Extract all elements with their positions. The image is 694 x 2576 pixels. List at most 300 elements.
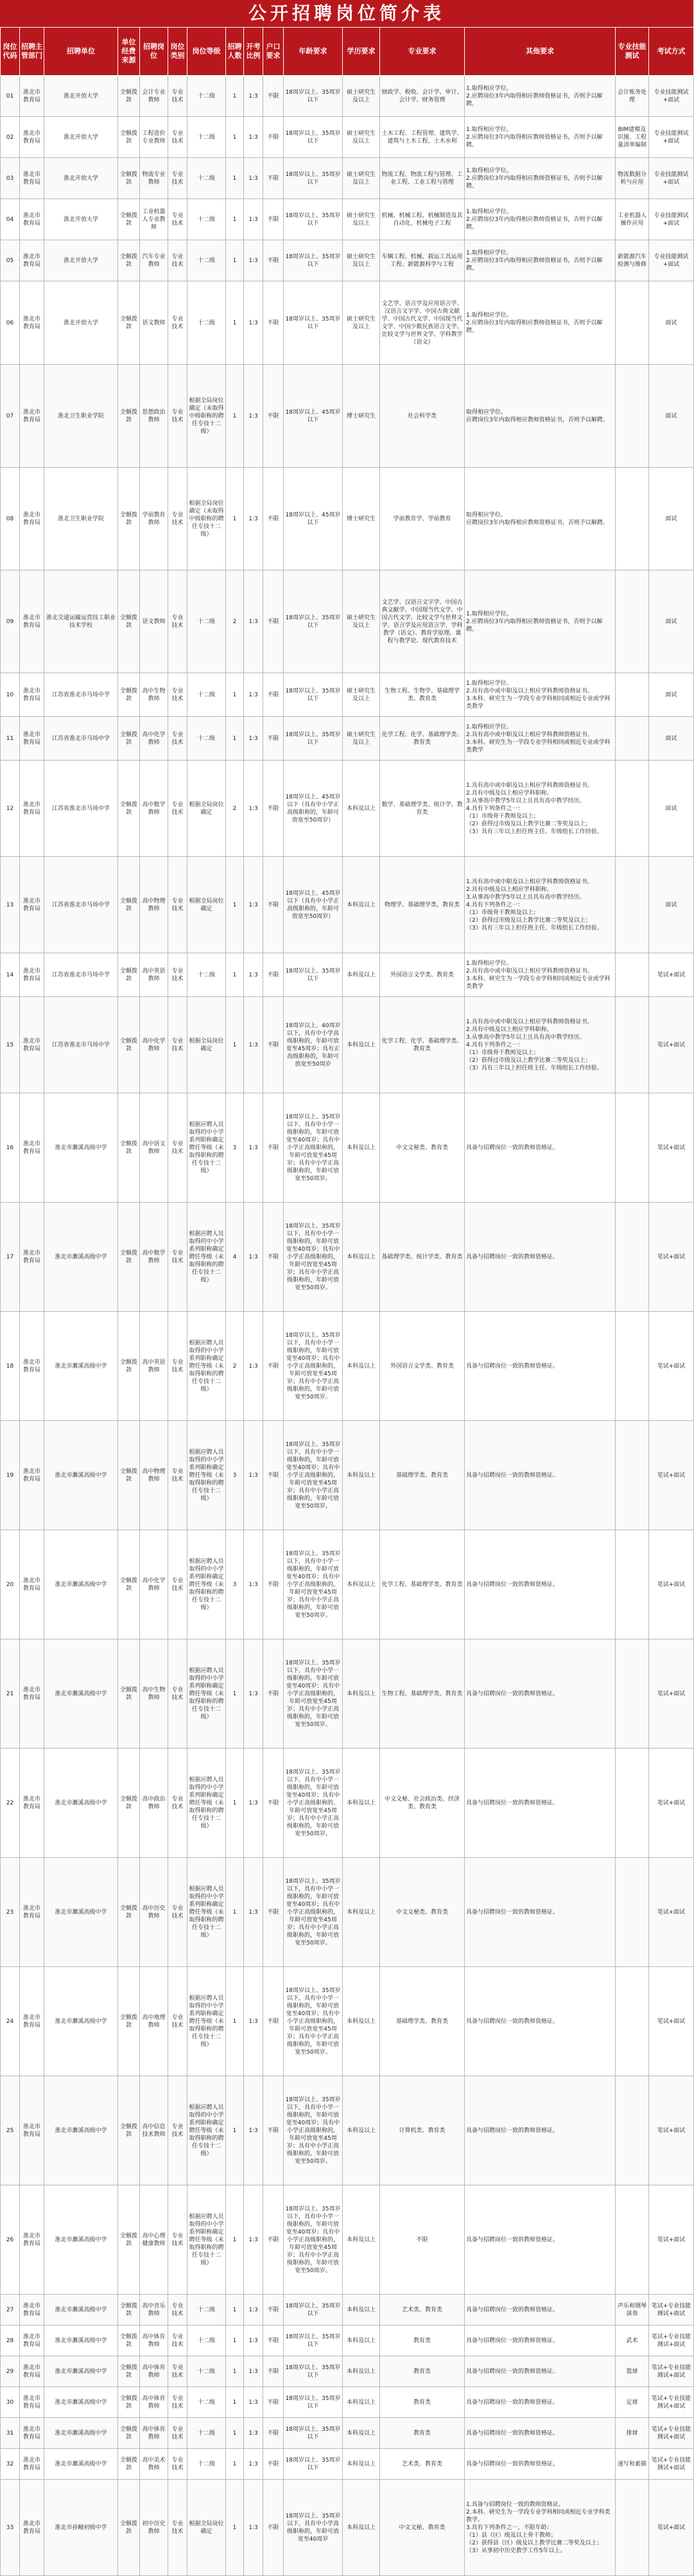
cell-code: 06	[1, 281, 20, 365]
cell-num: 1	[226, 1967, 244, 2076]
cell-code: 33	[1, 2480, 20, 2576]
cell-level: 十二级	[187, 2295, 226, 2325]
cell-exam: 专业技能测试+面试	[649, 199, 694, 240]
table-row	[1, 997, 694, 1093]
cell-dept: 淮北市教育局	[20, 1967, 44, 2076]
cell-code: 25	[1, 2076, 20, 2185]
cell-age: 18周岁以上、35周岁以下，具有中小学一级职称的，年龄可放宽至40周岁；具有中小学正高级职称的，年龄可放宽至45周岁；具有中小学正高级职称的，年龄可放宽至50周岁。	[284, 1093, 343, 1203]
table-row	[1, 1312, 694, 1421]
cell-exam: 笔试+面试	[649, 1749, 694, 1858]
cell-age: 18周岁以上、35周岁以下，具有中小学一级职称的，年龄可放宽至40周岁；具有中小学正高级职称的，年龄可放宽至45周岁；具有中小学正高级职称的，年龄可放宽至50周岁。	[284, 2185, 343, 2295]
cell-num: 1	[226, 2295, 244, 2325]
cell-hukou: 不限	[263, 2449, 284, 2480]
cell-post: 工业机器人专业教师	[140, 199, 168, 240]
cell-ratio: 1:3	[244, 2185, 263, 2295]
cell-ratio: 1:3	[244, 570, 263, 673]
cell-cat: 专业技术	[168, 281, 187, 365]
cell-major: 机械、机械工程、机械制造及其自动化、机械电子工程	[380, 199, 465, 240]
cell-fund: 全额拨款	[118, 1312, 140, 1421]
column-header: 单位经费来源	[118, 28, 140, 76]
cell-cat: 专业技术	[168, 2449, 187, 2480]
cell-skill	[616, 1858, 649, 1967]
cell-edu: 硕士研究生及以上	[343, 158, 380, 199]
cell-dept: 淮北市教育局	[20, 2418, 44, 2449]
cell-age: 18周岁以上、35周岁以下	[284, 570, 343, 673]
cell-unit: 淮北卫生职业学院	[44, 365, 118, 468]
cell-hukou: 不限	[263, 857, 284, 953]
cell-exam: 笔试+面试	[649, 1093, 694, 1203]
cell-fund: 全额拨款	[118, 1749, 140, 1858]
cell-edu: 硕士研究生及以上	[343, 240, 380, 281]
cell-ratio: 1:3	[244, 1967, 263, 2076]
cell-num: 1	[226, 2325, 244, 2356]
cell-unit: 江苏省淮北市马场中学	[44, 761, 118, 857]
cell-fund: 全额拨款	[118, 1530, 140, 1639]
cell-age: 18周岁以上、35周岁以下	[284, 240, 343, 281]
cell-cat: 专业技术	[168, 2076, 187, 2185]
page-title: 公开招聘岗位简介表	[0, 0, 693, 27]
column-header: 考试方式	[649, 28, 694, 76]
cell-edu: 硕士研究生及以上	[343, 76, 380, 117]
cell-code: 26	[1, 2185, 20, 2295]
cell-edu: 本科及以上	[343, 2356, 380, 2387]
cell-post: 高中政治教师	[140, 1749, 168, 1858]
cell-ratio: 1:3	[244, 1093, 263, 1203]
cell-hukou: 不限	[263, 199, 284, 240]
cell-edu: 本科及以上	[343, 2387, 380, 2418]
table-row	[1, 857, 694, 953]
cell-hukou: 不限	[263, 1203, 284, 1312]
cell-major: 化学工程、化学、基础理学类、教育类	[380, 997, 465, 1093]
cell-level: 十二级	[187, 2325, 226, 2356]
cell-unit: 淮北市濉溪高级中学	[44, 2449, 118, 2480]
cell-level: 根据全局岗位确定	[187, 761, 226, 857]
cell-hukou: 不限	[263, 570, 284, 673]
cell-cat: 专业技术	[168, 761, 187, 857]
cell-skill	[616, 953, 649, 997]
cell-major: 计算机类、教育类	[380, 2076, 465, 2185]
cell-dept: 淮北市教育局	[20, 761, 44, 857]
cell-fund: 全额拨款	[118, 717, 140, 761]
cell-post: 高中生物教师	[140, 1639, 168, 1749]
cell-age: 18周岁以上、35周岁以下，具有中小学一级职称的，年龄可放宽至40周岁；具有中小学正高级职称的，年龄可放宽至45周岁；具有中小学正高级职称的，年龄可放宽至50周岁。	[284, 1312, 343, 1421]
cell-num: 1	[226, 2387, 244, 2418]
cell-cat: 专业技术	[168, 1421, 187, 1530]
cell-ratio: 1:3	[244, 76, 263, 117]
cell-ratio: 1:3	[244, 2325, 263, 2356]
cell-age: 18周岁以上、35周岁以下	[284, 158, 343, 199]
cell-skill: 物流数据分析与应用	[616, 158, 649, 199]
cell-level: 根据全局岗位确定	[187, 857, 226, 953]
cell-dept: 淮北市教育局	[20, 1312, 44, 1421]
cell-ratio: 1:3	[244, 2076, 263, 2185]
cell-unit: 淮北卫生职业学院	[44, 468, 118, 570]
cell-age: 18周岁以上、35周岁以下	[284, 281, 343, 365]
cell-dept: 淮北市教育局	[20, 2387, 44, 2418]
column-header: 招聘人数	[226, 28, 244, 76]
cell-age: 18周岁以上、45周岁以下（具有中小学正高级职称的，年龄可放宽至50周岁）	[284, 761, 343, 857]
cell-other: 1.取得相应学位。 2.应聘岗位3年内取得相应教师资格证书，否则予以解聘。	[465, 240, 616, 281]
cell-post: 高中体育教师	[140, 2387, 168, 2418]
cell-skill	[616, 468, 649, 570]
cell-level: 根据全局岗位确定（未取得中级职称的聘任专技十二级）	[187, 365, 226, 468]
cell-level: 十二级	[187, 76, 226, 117]
cell-cat: 专业技术	[168, 1203, 187, 1312]
cell-fund: 全额拨款	[118, 857, 140, 953]
cell-code: 10	[1, 673, 20, 717]
cell-num: 1	[226, 673, 244, 717]
cell-hukou: 不限	[263, 2418, 284, 2449]
cell-post: 高中体育教师	[140, 2325, 168, 2356]
cell-post: 会计专业教师	[140, 76, 168, 117]
cell-cat: 专业技术	[168, 2185, 187, 2295]
cell-num: 1	[226, 1858, 244, 1967]
cell-unit: 淮北市濉溪高级中学	[44, 1093, 118, 1203]
cell-hukou: 不限	[263, 2356, 284, 2387]
cell-ratio: 1:3	[244, 717, 263, 761]
cell-level: 根据应聘人员取得的中小学系列职称确定聘任等级（未取得职称的聘任专技十二级）	[187, 1093, 226, 1203]
cell-ratio: 1:3	[244, 1639, 263, 1749]
cell-fund: 全额拨款	[118, 2356, 140, 2387]
cell-fund: 全额拨款	[118, 2185, 140, 2295]
cell-age: 18周岁以上、35周岁以下	[284, 2356, 343, 2387]
column-header: 年龄要求	[284, 28, 343, 76]
cell-dept: 淮北市教育局	[20, 1530, 44, 1639]
cell-unit: 淮北市濉溪高级中学	[44, 1421, 118, 1530]
cell-age: 18周岁以上、35周岁以下	[284, 2295, 343, 2325]
cell-num: 1	[226, 2418, 244, 2449]
table-row	[1, 117, 694, 158]
cell-post: 工程造价专业教师	[140, 117, 168, 158]
cell-exam: 笔试+专业技能测试+面试	[649, 2325, 694, 2356]
cell-cat: 专业技术	[168, 1749, 187, 1858]
cell-dept: 淮北市教育局	[20, 570, 44, 673]
table-row	[1, 2325, 694, 2356]
cell-dept: 淮北市教育局	[20, 76, 44, 117]
cell-dept: 淮北市教育局	[20, 2356, 44, 2387]
cell-skill	[616, 2185, 649, 2295]
cell-age: 18周岁以上、35周岁以下，具有中小学一级职称的，年龄可放宽至40周岁；具有中小学正高级职称的，年龄可放宽至45周岁；具有中小学正高级职称的，年龄可放宽至50周岁。	[284, 1421, 343, 1530]
column-header: 专业技能测试	[616, 28, 649, 76]
cell-other: 具备与招聘岗位一致的教师资格证。	[465, 1421, 616, 1530]
cell-post: 高中美术教师	[140, 2449, 168, 2480]
cell-other: 具备与招聘岗位一致的教师资格证。	[465, 2076, 616, 2185]
cell-code: 20	[1, 1530, 20, 1639]
cell-exam: 笔试+面试	[649, 2185, 694, 2295]
cell-level: 根据应聘人员取得的中小学系列职称确定聘任等级（未取得职称的聘任专技十二级）	[187, 2185, 226, 2295]
cell-exam: 笔试+面试	[649, 953, 694, 997]
cell-major: 化学工程、基础理学类、教育类	[380, 1530, 465, 1639]
cell-code: 22	[1, 1749, 20, 1858]
cell-post: 高中历史教师	[140, 1858, 168, 1967]
cell-num: 1	[226, 158, 244, 199]
cell-hukou: 不限	[263, 673, 284, 717]
cell-major: 艺术类、教育类	[380, 2449, 465, 2480]
table-row	[1, 2480, 694, 2576]
cell-level: 根据应聘人员取得的中小学系列职称确定聘任等级（未取得职称的聘任专技十二级）	[187, 2076, 226, 2185]
cell-level: 根据全局岗位确定	[187, 2480, 226, 2576]
cell-level: 十二级	[187, 2418, 226, 2449]
cell-code: 27	[1, 2295, 20, 2325]
cell-hukou: 不限	[263, 365, 284, 468]
cell-num: 1	[226, 2449, 244, 2480]
table-row	[1, 76, 694, 117]
table-row	[1, 2356, 694, 2387]
cell-ratio: 1:3	[244, 365, 263, 468]
cell-other: 1.取得相应学位。 2.具有高中或中职及以上相应学科教师资格证书。 3.本科、研究生为一学段专业学科相同或相近专业或学科类教学	[465, 953, 616, 997]
cell-num: 1	[226, 1639, 244, 1749]
cell-edu: 本科及以上	[343, 1530, 380, 1639]
cell-fund: 全额拨款	[118, 2076, 140, 2185]
cell-unit: 淮北市濉溪高级中学	[44, 1858, 118, 1967]
cell-unit: 江苏省淮北市马场中学	[44, 857, 118, 953]
cell-exam: 笔试+专业技能测试+面试	[649, 2449, 694, 2480]
cell-age: 18周岁以上、35周岁以下，具有中小学一级职称的，年龄可放宽至40周岁；具有中小学正高级职称的，年龄可放宽至45周岁；具有中小学正高级职称的，年龄可放宽至50周岁。	[284, 1858, 343, 1967]
cell-fund: 全额拨款	[118, 1093, 140, 1203]
cell-skill	[616, 365, 649, 468]
cell-code: 08	[1, 468, 20, 570]
cell-dept: 淮北市教育局	[20, 953, 44, 997]
cell-edu: 本科及以上	[343, 1093, 380, 1203]
cell-num: 3	[226, 1093, 244, 1203]
cell-other: 具备与招聘岗位一致的教师资格证。	[465, 2418, 616, 2449]
cell-skill	[616, 1967, 649, 2076]
cell-major: 土木工程、工程管理、建筑学、建筑与土木工程、土木水利	[380, 117, 465, 158]
table-row	[1, 468, 694, 570]
cell-num: 1	[226, 468, 244, 570]
cell-major: 化学工程、化学、基础理学类、教育类	[380, 717, 465, 761]
cell-post: 高中化学教师	[140, 717, 168, 761]
cell-edu: 博士研究生	[343, 468, 380, 570]
cell-other: 具备与招聘岗位一致的教师资格证。	[465, 2185, 616, 2295]
table-row	[1, 1967, 694, 2076]
cell-ratio: 1:3	[244, 1312, 263, 1421]
cell-dept: 淮北市教育局	[20, 673, 44, 717]
cell-dept: 淮北市教育局	[20, 240, 44, 281]
cell-dept: 淮北市教育局	[20, 997, 44, 1093]
cell-unit: 淮北交通运输运营技工职业技术学校	[44, 570, 118, 673]
cell-code: 28	[1, 2325, 20, 2356]
cell-fund: 全额拨款	[118, 761, 140, 857]
cell-num: 1	[226, 1749, 244, 1858]
cell-major: 中文文秘类、教育类	[380, 1093, 465, 1203]
cell-cat: 专业技术	[168, 76, 187, 117]
cell-level: 根据全局岗位确定（未取得中级职称的聘任专技十二级）	[187, 468, 226, 570]
cell-major: 社会科学类	[380, 365, 465, 468]
cell-exam: 笔试+专业技能测试+面试	[649, 2387, 694, 2418]
cell-edu: 本科及以上	[343, 857, 380, 953]
table-row	[1, 199, 694, 240]
cell-hukou: 不限	[263, 240, 284, 281]
cell-unit: 淮北开放大学	[44, 281, 118, 365]
cell-dept: 淮北市教育局	[20, 857, 44, 953]
cell-age: 18周岁以上、35周岁以下，具有中小学高级职称的，年龄可放宽至40周岁	[284, 2480, 343, 2576]
cell-age: 18周岁以上、35周岁以下，具有中小学一级职称的，年龄可放宽至40周岁；具有中小学正高级职称的，年龄可放宽至45周岁；具有中小学正高级职称的，年龄可放宽至50周岁。	[284, 1203, 343, 1312]
cell-major: 外国语言文学类、教育类	[380, 953, 465, 997]
cell-other: 具备与招聘岗位一致的教师资格证。	[465, 2295, 616, 2325]
cell-dept: 淮北市教育局	[20, 1749, 44, 1858]
cell-fund: 全额拨款	[118, 468, 140, 570]
cell-cat: 专业技术	[168, 953, 187, 997]
table-row	[1, 1203, 694, 1312]
cell-unit: 淮北开放大学	[44, 76, 118, 117]
cell-code: 09	[1, 570, 20, 673]
cell-code: 01	[1, 76, 20, 117]
cell-level: 根据应聘人员取得的中小学系列职称确定聘任等级（未取得职称的聘任专技十二级）	[187, 1639, 226, 1749]
cell-hukou: 不限	[263, 2387, 284, 2418]
cell-age: 18周岁以上、45周岁以下	[284, 365, 343, 468]
cell-edu: 本科及以上	[343, 2418, 380, 2449]
cell-age: 18周岁以上、35周岁以下	[284, 2418, 343, 2449]
cell-num: 3	[226, 1530, 244, 1639]
cell-major: 中文文秘、教育类	[380, 2480, 465, 2576]
cell-hukou: 不限	[263, 1312, 284, 1421]
cell-fund: 全额拨款	[118, 953, 140, 997]
cell-edu: 本科及以上	[343, 1312, 380, 1421]
cell-skill	[616, 1312, 649, 1421]
cell-age: 18周岁以上、35周岁以下，具有中小学一级职称的，年龄可放宽至40周岁；具有中小学正高级职称的，年龄可放宽至45周岁；具有中小学正高级职称的，年龄可放宽至50周岁。	[284, 1749, 343, 1858]
cell-dept: 淮北市教育局	[20, 199, 44, 240]
cell-level: 十二级	[187, 2449, 226, 2480]
cell-other: 具备与招聘岗位一致的教师资格证。	[465, 1639, 616, 1749]
cell-num: 1	[226, 953, 244, 997]
cell-level: 十二级	[187, 2356, 226, 2387]
cell-level: 十二级	[187, 953, 226, 997]
cell-cat: 专业技术	[168, 468, 187, 570]
cell-ratio: 1:3	[244, 2356, 263, 2387]
cell-fund: 全额拨款	[118, 1421, 140, 1530]
cell-unit: 淮北开放大学	[44, 199, 118, 240]
cell-other: 1.具备与招聘岗位一致的教师资格证。 2.本科、研究生为一学段专业学科相同或相近专业学科类教学。 3.具有下列条件之一，不限年龄： （1）县（区）级及以上骨干教师； （2）获得县（区）级及以上教学比赛二等奖及以上； （3）从事初中历史教学工作5年以上。	[465, 2480, 616, 2576]
cell-hukou: 不限	[263, 2076, 284, 2185]
cell-fund: 全额拨款	[118, 997, 140, 1093]
cell-num: 1	[226, 199, 244, 240]
cell-fund: 全额拨款	[118, 570, 140, 673]
cell-exam: 面试	[649, 365, 694, 468]
cell-code: 18	[1, 1312, 20, 1421]
cell-other: 1.具有高中或中职及以上相应学科教师资格证书。 2.具有中级及以上相应学科职称。 3.从事高中教学5年以上且具有高中教学经历。 4.具有下列条件之一： （1）市级骨干教师及以上； （2）获得过市级及以上教学比赛二等奖及以上； （3）具有三年以上担任班主任、年级组长工作经验。	[465, 857, 616, 953]
cell-exam: 面试	[649, 673, 694, 717]
cell-exam: 笔试+面试	[649, 1203, 694, 1312]
cell-ratio: 1:3	[244, 1530, 263, 1639]
cell-exam: 笔试+专业技能测试+面试	[649, 2418, 694, 2449]
column-header: 开考比例	[244, 28, 263, 76]
cell-exam: 面试	[649, 761, 694, 857]
cell-ratio: 1:3	[244, 2449, 263, 2480]
cell-num: 1	[226, 2076, 244, 2185]
cell-major: 教育类	[380, 2418, 465, 2449]
cell-code: 21	[1, 1639, 20, 1749]
cell-edu: 硕士研究生及以上	[343, 717, 380, 761]
cell-edu: 本科及以上	[343, 2480, 380, 2576]
cell-level: 根据应聘人员取得的中小学系列职称确定聘任等级（未取得职称的聘任专技十二级）	[187, 1203, 226, 1312]
cell-ratio: 1:3	[244, 199, 263, 240]
cell-fund: 全额拨款	[118, 365, 140, 468]
cell-skill	[616, 1093, 649, 1203]
cell-fund: 全额拨款	[118, 2325, 140, 2356]
cell-skill	[616, 997, 649, 1093]
cell-fund: 全额拨款	[118, 1967, 140, 2076]
cell-other: 1.取得相应学位。 2.具有高中或中职及以上相应学科教师资格证书。 3.本科、研究生为一学段专业学科相同或相近专业或学科类教学	[465, 717, 616, 761]
cell-exam: 笔试+面试	[649, 1967, 694, 2076]
cell-hukou: 不限	[263, 1749, 284, 1858]
cell-unit: 淮北市濉溪高级中学	[44, 2076, 118, 2185]
cell-exam: 专业技能测试+面试	[649, 76, 694, 117]
table-row	[1, 761, 694, 857]
cell-skill: 声乐和钢琴演奏	[616, 2295, 649, 2325]
column-header: 岗位代码	[1, 28, 20, 76]
table-row	[1, 240, 694, 281]
cell-edu: 本科及以上	[343, 1421, 380, 1530]
cell-level: 根据应聘人员取得的中小学系列职称确定聘任等级（未取得职称的聘任专技十二级）	[187, 1312, 226, 1421]
cell-other: 1.取得相应学位。 2.具有高中或中职及以上相应学科教师资格证书。 3.本科、研究生为一学段专业学科相同或相近专业或学科类教学	[465, 673, 616, 717]
cell-level: 十二级	[187, 717, 226, 761]
cell-skill: 排球	[616, 2418, 649, 2449]
cell-unit: 淮北市濉溪高级中学	[44, 2387, 118, 2418]
cell-num: 4	[226, 1203, 244, 1312]
cell-unit: 江苏省淮北市马场中学	[44, 673, 118, 717]
cell-unit: 淮北市濉溪高级中学	[44, 2325, 118, 2356]
table-row	[1, 673, 694, 717]
cell-unit: 淮北市濉溪高级中学	[44, 2356, 118, 2387]
cell-edu: 本科及以上	[343, 1967, 380, 2076]
cell-code: 31	[1, 2418, 20, 2449]
cell-post: 高中物理教师	[140, 857, 168, 953]
cell-major: 中文文秘类、教育类	[380, 1858, 465, 1967]
cell-major: 生物工程、生物学、基础理学类、教育类	[380, 673, 465, 717]
cell-cat: 专业技术	[168, 1967, 187, 2076]
cell-ratio: 1:3	[244, 2418, 263, 2449]
cell-other: 具备与招聘岗位一致的教师资格证。	[465, 1749, 616, 1858]
cell-age: 18周岁以上、35周岁以下	[284, 2449, 343, 2480]
cell-major: 数学、基础理学类、统计学、教育类	[380, 761, 465, 857]
cell-skill	[616, 1203, 649, 1312]
cell-num: 1	[226, 117, 244, 158]
cell-hukou: 不限	[263, 1967, 284, 2076]
cell-hukou: 不限	[263, 2325, 284, 2356]
cell-hukou: 不限	[263, 1421, 284, 1530]
table-row	[1, 717, 694, 761]
cell-post: 高中心理健康教师	[140, 2185, 168, 2295]
table-row	[1, 365, 694, 468]
cell-unit: 淮北市濉溪高级中学	[44, 1749, 118, 1858]
cell-unit: 淮北市濉溪高级中学	[44, 1639, 118, 1749]
cell-hukou: 不限	[263, 717, 284, 761]
column-header: 专业要求	[380, 28, 465, 76]
cell-dept: 淮北市教育局	[20, 2295, 44, 2325]
cell-skill: 足球	[616, 2387, 649, 2418]
table-row	[1, 2418, 694, 2449]
table-body	[1, 76, 694, 2576]
cell-major: 物理学、基础理学类、教育类	[380, 857, 465, 953]
cell-level: 根据应聘人员取得的中小学系列职称确定聘任等级（未取得职称的聘任专技十二级）	[187, 1530, 226, 1639]
cell-hukou: 不限	[263, 761, 284, 857]
cell-post: 学前教育教师	[140, 468, 168, 570]
cell-cat: 专业技术	[168, 117, 187, 158]
cell-post: 初中历史教师	[140, 2480, 168, 2576]
cell-unit: 淮北开放大学	[44, 240, 118, 281]
cell-major: 财政学、税收、会计学、审计、会计学、财务管理	[380, 76, 465, 117]
cell-code: 19	[1, 1421, 20, 1530]
cell-edu: 硕士研究生及以上	[343, 117, 380, 158]
cell-hukou: 不限	[263, 2480, 284, 2576]
cell-edu: 硕士研究生及以上	[343, 199, 380, 240]
cell-exam: 专业技能测试+面试	[649, 158, 694, 199]
cell-other: 1.取得相应学位。 2.应聘岗位3年内取得相应教师资格证书，否则予以解聘。	[465, 158, 616, 199]
cell-post: 高中语文教师	[140, 1093, 168, 1203]
cell-dept: 淮北市教育局	[20, 1203, 44, 1312]
cell-level: 十二级	[187, 673, 226, 717]
